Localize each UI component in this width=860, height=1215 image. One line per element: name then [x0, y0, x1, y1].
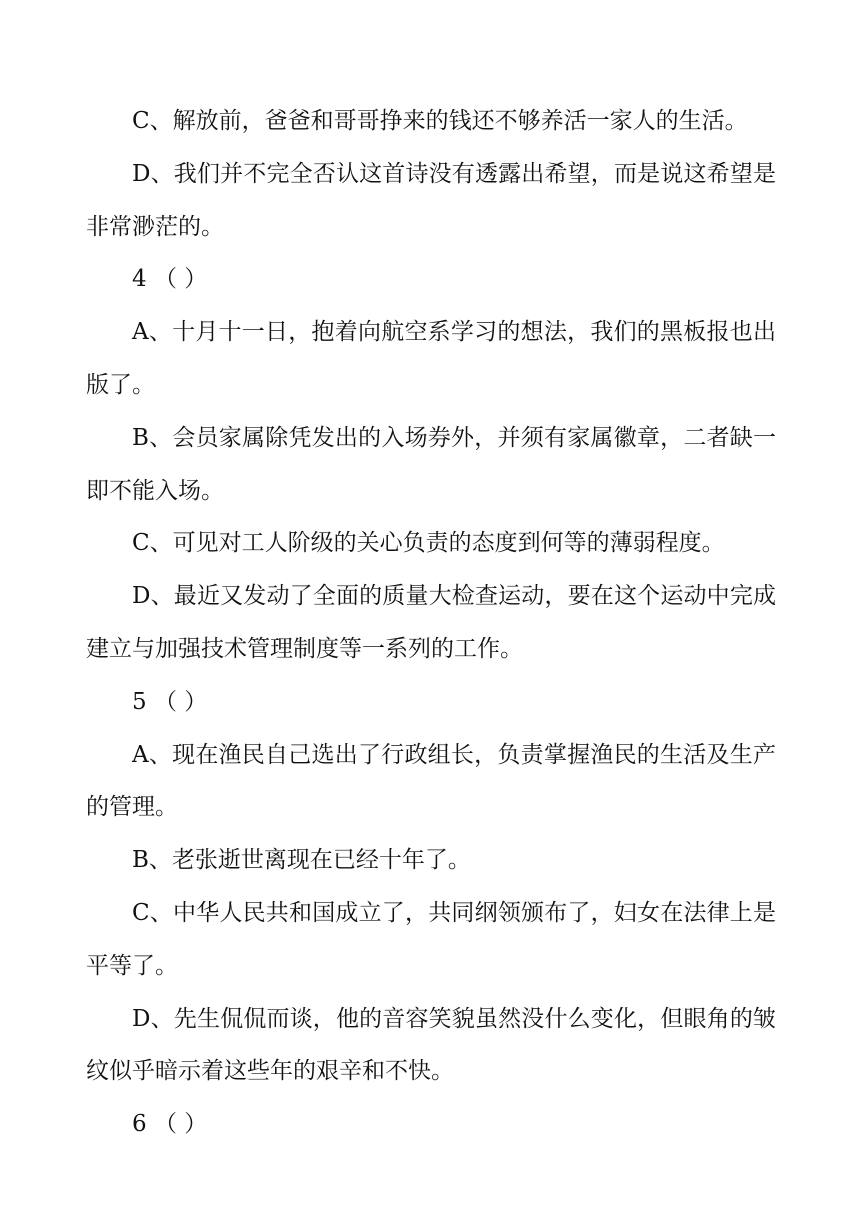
question-4-heading: 4 （ ）: [132, 266, 208, 293]
option-c-q5: C、中华人民共和国成立了，共同纲领颁布了，妇女在法律上是平等了。: [86, 899, 776, 979]
option-a-q5: A、现在渔民自己选出了行政组长，负责掌握渔民的生活及生产的管理。: [86, 741, 776, 821]
option-b-q4: B、会员家属除凭发出的入场券外，并须有家属徽章，二者缺一即不能入场。: [86, 424, 776, 504]
question-6-heading: 6 （ ）: [132, 1111, 208, 1138]
option-c-q4: C、可见对工人阶级的关心负责的态度到何等的薄弱程度。: [132, 530, 725, 557]
option-c-q3: C、解放前，爸爸和哥哥挣来的钱还不够养活一家人的生活。: [132, 108, 748, 134]
option-d-q5: D、先生侃侃而谈，他的音容笑貌虽然没什么变化，但眼角的皱纹似乎暗示着这些年的艰辛和不快。: [86, 1005, 776, 1085]
option-d-q4: D、最近又发动了全面的质量大检查运动，要在这个运动中完成建立与加强技术管理制度等一系列的工作。: [86, 583, 776, 662]
document-body: [86, 95, 776, 1151]
option-a-q4: A、十月十一日，抱着向航空系学习的想法，我们的黑板报也出版了。: [86, 319, 776, 398]
question-5-heading: 5 （ ）: [132, 688, 208, 715]
option-b-q5: B、老张逝世离现在已经十年了。: [132, 847, 471, 874]
option-d-q3: D、我们并不完全否认这首诗没有透露出希望，而是说这希望是非常渺茫的。: [86, 160, 776, 240]
